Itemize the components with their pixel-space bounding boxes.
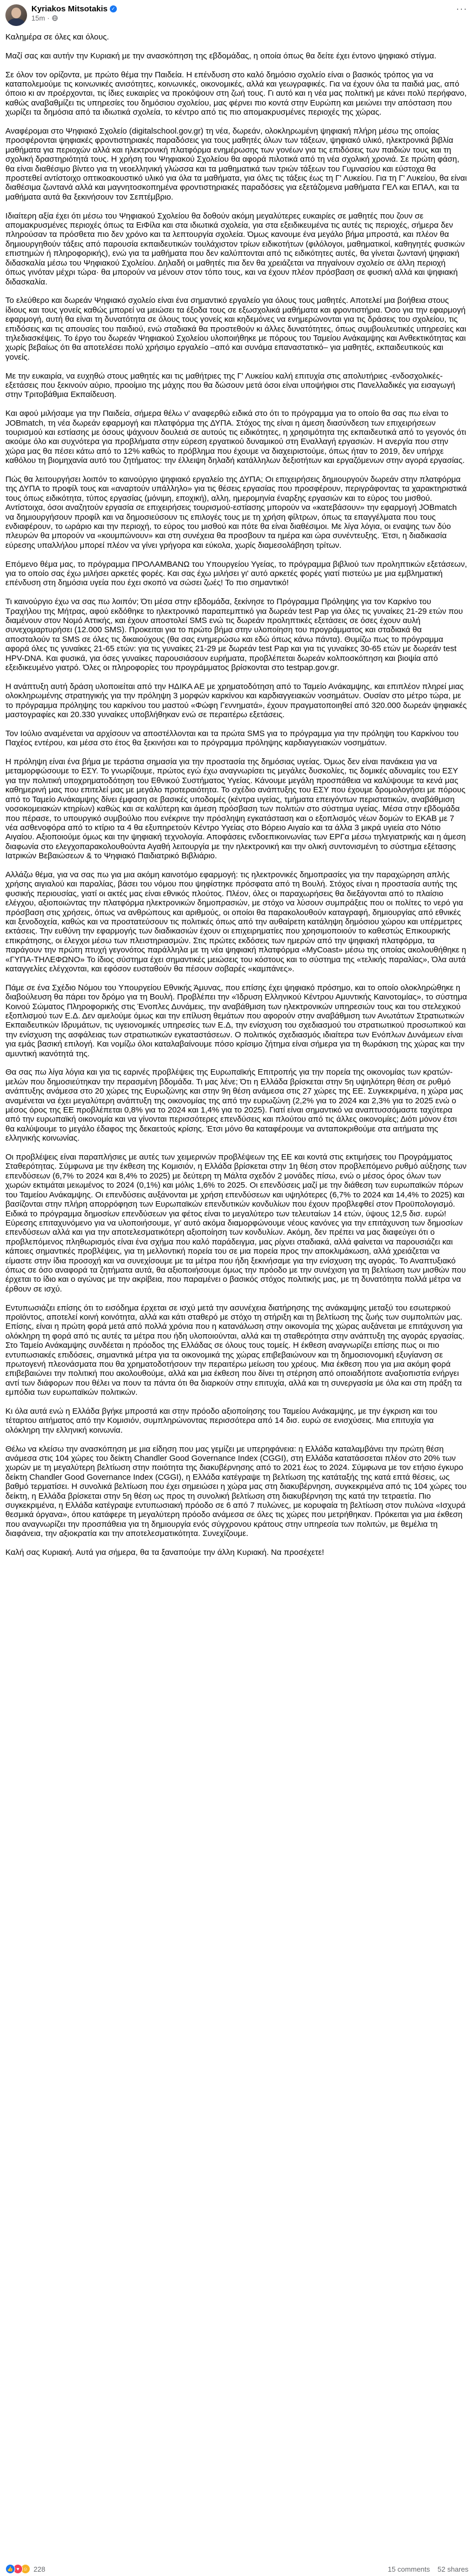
post-paragraph: Μαζί σας και αυτήν την Κυριακή με την ανασκόπηση της εβδομάδας, η οποία όπως θα δείτε έχει έντονο ψηφιακό στίγμα. <box>5 51 437 61</box>
post-paragraph: Εντυπωσιάζει επίσης ότι το εισόδημα έρχεται σε ισχύ μετά την ασυνέχεια διατήρησης της ανάκαμψης μεταξύ του εσωτερικού προϊόντος, αποτελεί κοινή κοινότητα, αλλά και κάτι σταθερό με στόχο τη στήριξη και τη βελτίωση της ζωής των συμπολιτών μας. Επίσης, είναι η πρώτη φορά μετά από πολλά χρόνια που η κατανάλωση στην οικονομία της χώρας αυξάνεται με επιτάχυνση για ολόκληρη τη φορά από τις αυτές τα μέτρα που ήδη υλοποιούνται, αλλά και τη σταθερότητα στην ανάπτυξη της αγοράς εργασίας. Στο Ταμείο Ανάκαμψης συνδέεται η πρόοδος της Ελλάδας σε όλους τους τομείς. Η έκθεση αναγνωρίζει επίσης πως οι πιο εντυπωσιακές επιδόσεις, σημαντικά μέτρα για τα οικονομικά της χώρας επιβεβαιώνουν και τη δημοσιονομική εξυγίανση σε πρωτογενή πλεονάσματα που θα χρηματοδοτήσουν την περαιτέρω μείωση του χρέους. Μια έκθεση που για μια ακόμη φορά επιβεβαιώνει την πολιτική που ακολουθούμε, αλλά και μια έκθεση που δίνει τη στέρηση από οποιαδήποτε αναξιοπιστία ενήργει αντί των διάφορων που θέλει να πουν τα πάντα ότι θα διαρκούν στην επιτυχία, αλλά και τη συνεργασία με όλα και στη πράξη τα εμπόδια των ευρωπαϊκών πολιτικών. <box>5 1303 465 1398</box>
avatar-face <box>11 8 21 18</box>
post-paragraph: Αναφέρομαι στο Ψηφιακό Σχολείο (digitalschool.gov.gr) τη νέα, δωρεάν, ολοκληρωμένη ψηφιακή πλήρη μέσω της οποίας προσφέρονται ψηφιακές φροντιστηριακές παραδόσεις για τους μαθητές όλων των τάξεων, ψηφιακό υλικό, ηλεκτρονικά βιβλία μαθήματα για περιοχών αλλά και ηλεκτρονική πλατφόρμα ενημέρωσης των γονέων για τις επιδόσεις των παιδιών τους και τη σχολική δραστηριότητά τους. Η χρήση του Ψηφιακού Σχολείου θα αφορά πιλοτικά από τη νέα σχολική χρονιά. Σε πρώτη φάση, θα είναι διαθέσιμο βίντεο για τη νεοελληνική γλώσσα και τα μαθηματικά των τριών τάξεων του Γυμνασίου και εύστοχα θα προστεθεί αντίστοιχο οπτικοακουστικό υλικό για όλα τα μαθήματα, για όλες τις τάξεις έως τη Γ' Λυκείου. Για τη Γ' Λυκείου, θα είναι διαθέσιμα ζωντανά αλλά και μαγνητοσκοπημένα φροντιστηριακές παραδόσεις για εξετάζομενα μαθήματα ΓΕΛ και ΕΠΑΛ, και τα μαθήματα αυτά θα ξεκινήσουν τον Σεπτέμβριο. <box>5 127 467 202</box>
verified-badge-icon: ✓ <box>110 5 117 12</box>
more-options-icon[interactable]: ··· <box>456 3 467 14</box>
comments-count[interactable]: 15 comments <box>387 2565 430 2573</box>
post-header <box>0 0 476 30</box>
post-body <box>0 30 476 1557</box>
post-paragraph: Τι καινούργιο έχω να σας πω λοιπόν; Ότι μέσα στην εβδομάδα, ξεκίνησε το Πρόγραμμα Πρόληψης για τον Καρκίνο του Τραχήλου της Μήτρας, αφού εκδόθηκε το ηλεκτρονικό παραπεμπτικό για δωρεάν test Pap για όλες τις γυναίκες 21-29 ετών που διαμένουν στον Νομό Αττικής, και έχουν αποστολεί SMS ενώ τις δωρεάν προληπτικές εξετάσεις σε όσες έχουν αυλή συνεχομαρτυρήσει (12.000 SMS). Προκειται για το πρώτο βήμα στην υλοποίηση του προγράμματος και σταδιακά θα αποσταλούν τα SMS σε όλες τις δικαιούχους (θα σας ενημερώσω και εδώ όπως κάνω πάντα). Θυμίζω πως το πρόγραμμα αφορά όλες τις γυναίκες 21-65 ετών: για τις γυναίκες 21-29 με δωρεάν test Pap και για τις γυναίκες 30-65 ετών με δωρεάν test HPV-DNA. Και φυσικά, για όσες γυναίκες παρουσιάσουν ευρήματα, προβλέπεται δωρεάν κολποσκόπηση και βιοψία από εξειδικευμένο γιατρό. Όλες οι πληροφορίες του προγράμματος βρίσκονται στο testpap.gov.gr. <box>5 597 463 673</box>
post-paragraph: Επόμενο θέμα μας, το πρόγραμμα ΠΡΟΛΑΜΒΑΝΩ του Υπουργείου Υγείας, το πρόγραμμα βιβλιού των προληπτικών εξετάσεων, για το οποίο σας έχω μιλήσει αρκετές φορές. Και σας έχω μιλήσει γι' αυτό αρκετές φορές γιατί πιστεύω με μια εμβληματική επένδυση στη δημόσια υγεία που έχει σκοπό να σώσει ζωές! Το πιο σημαντικό! <box>5 559 467 588</box>
shares-count[interactable]: 52 shares <box>437 2565 468 2573</box>
post-paragraph: Καλημέρα σε όλες και όλους. <box>5 32 109 42</box>
post-timestamp[interactable]: 15m <box>31 14 45 22</box>
post-paragraph: Οι προβλέψεις είναι παραπλήσιες με αυτές των χειμερινών προβλέψεων της ΕΕ και κοντά στις εκτιμήσεις του Προγράμματος Σταθερότητας. Σύμφωνα με την έκθεση της Κομισιόν, η Ελλάδα βρίσκεται στην 1η θέση στον προβλεπόμενο ρυθμό αύξησης των επενδύσεων (6,7% το 2024 και 8,4% το 2025) με δεύτερη τη Μάλτα σχεδόν 2 μονάδες πίσω, ενώ ο μέσος όρος όλων των χωρών εκτιμάται μειωμένος το 2024 (0,1%) και μόλις 1,6% το 2025. Οι επενδύσεις μαζί με την διάθεση των ευρωπαϊκών πόρων του Ταμείου Ανάκαμψης. Οι επενδύσεις αυξάνονται με χρήση επενδύσεων και υψηλότερες (6,7% το 2024 και 14,4% το 2025) και βασίζονται στην πλήρη απορρόφηση των Ευρωπαϊκών επενδυτικών κονδυλίων που έχουν προβλεφθεί στον Προϋπολογισμό. Ειδικά το πρόγραμμα δημοσίων επενδύσεων για φέτος είναι το μεγαλύτερο των τελευταίων 14 ετών, ύψους 12,5 δισ. ευρώ! Εύρεσης επιταχυνόμενο για να υλοποιήσουμε, γι' αυτό ακόμα διαμορφώνουμε νέους κανόνες για την επιτάχυνση των δημοσίων επενδύσεων αλλά και για την αποτελεσματικότερη αξιοποίηση των κονδυλίων. Ακόμη, δεν πρέπει να μας διαφεύγει ότι ο προβλεπόμενος πληθωρισμός είναι ένα σχήμα που καλό παράδειγμα, μας ρίχνει σταδιακά, αλλά φαίνεται να παρουσιάζει και κάποιες σημαντικές προβλέψεις, για τη μελλοντική πορεία του σε μια πορεία προς την αποκλιμάκωση, αλλά χρειάζεται να είμαστε στην ίδια προσοχή και να συνεχίσουμε με τα μέτρα που ήδη ξεκινήσαμε για την ενίσχυση της αγοράς. Το Αναπτυξιακό όπως σε όσο αναφορά τα ζητήματα αυτά, θα αξιοποιήσουμε όμως την πρόοδο με την συνέχιση για τη βελτίωση των μισθών που έρχεται το ίδιο και ο αγώνας με την ακρίβεια, που παραμένει ο βασικός στόχος πολιτικής μας, με τη δυνατότητα πολλά μέτρα να έρθουν σε ισχύ. <box>5 1153 467 1294</box>
dot-separator: · <box>47 14 50 22</box>
post-footer <box>0 2562 476 2576</box>
globe-icon <box>52 15 58 21</box>
post-paragraph: Σε όλον τον ορίζοντα, με πρώτο θέμα την Παιδεία. Η επένδυση στο καλό δημόσιο σχολείο είναι ο βασικός τρόπος για να καταπολεμούμε τις κοινωνικές ανισότητες, κοινωνικές, οικονομικές, αλλά και γεωγραφικές. Για να έχουν όλα τα παιδιά μας, από όποιο κι αν προέρχονται, τις ίδιες ευκαιρίες να προκόψουν στη ζωή τους. Γι αυτό και η νέα μας πολιτική με κάνει πολύ περήφανο, καθώς αναβαθμίζει τις υπηρεσίες του δημόσιου σχολείου, μας φέρνει πιο κοντά στην Ευρώπη και μειώνει την απόσταση που χωρίζει τα δημόσια από τα ιδιωτικά σχολεία, το κέντρο από τις πιο απομακρυσμένες περιοχές της χώρας. <box>5 70 467 117</box>
post-paragraph: Το ελεύθερο και δωρεάν Ψηφιακό σχολείο είναι ένα σημαντικό εργαλείο για όλους τους μαθητές. Αποτελεί μια βοήθεια στους ίδιους και τους γονείς καθώς μπορεί να μειώσει τα έξοδα τους σε εξωσχολικά μαθήματα και φροντιστήρια. Όσο για την εφαρμογή εφαρμογή, αυτή θα είναι τη δυνατότητα σε όλους τους γονείς και κηδεμόνες να ενημερώνονται για τις δράσεις του σχολείου, τις επιδόσεις και τις απουσίες του παιδιού, ενώ σταδιακά θα προστεθούν κι άλλες δυνατότητες, όπως συμβουλευτικές υπηρεσίες και τηλεδιασκέψεις. Το έργο του δωρεάν Ψηφιακού Σχολείου υλοποιήθηκε με πόρους του Ταμείου Ανάκαμψης και Ανθεκτικότητας και χωρίς βεβαίως ότι θα αποτελέσει πολύ χρήσιμο εργαλείο –από και συνάμα επαναστατικό– για μαθητές, εκπαιδευτικούς και γονείς. <box>5 296 467 362</box>
post-paragraph: Και αφού μιλήσαμε για την Παιδεία, σήμερα θέλω ν' αναφερθώ ειδικά στο ότι το πρόγραμμα για το οποίο θα σας πω είναι το JOBmatch, τη νέα δωρεάν εφαρμογή και πλατφόρμα της ΔΥΠΑ. Στόχος της είναι η άμεση διασύνδεση των επιχειρήσεων τουρισμού και εστίασης με όσους ψάχνουν δουλειά σε αυτούς τις ειδικότητες, η χρησιμότητα της εκπαιδευτικά από το γεγονός ότι ακούμε όλο και συχνότερα για προβλήματα στην εύρεση εργατικού δυναμικού στη Εναλλαγή εργασιών. Η ανεργία που στην χώρα μας θα πέσει κάτω από το 12% καθώς το πρόβλημα που έχουμε να διαχειριστούμε, όπως ήταν το 2019, δεν υπήρχε καθόλου τη βιομηχανία αυτό του ζητήματος: την έλλειψη δηλαδή κατάλληλων δεξιοτήτων και εργαζόμενων στην αγορά εργασίας. <box>5 409 466 466</box>
author-avatar[interactable] <box>5 4 27 26</box>
like-reaction-icon: 👍 <box>5 2564 15 2574</box>
post-paragraph: Θα σας πω λίγα λόγια και για τις εαρινές προβλέψεις της Ευρωπαϊκής Επιτροπής για την πορεία της οικονομίας των κρατών-μελών που δημοσιεύτηκαν την περασμένη βδομάδα. Τι μας λένε; Ότι η Ελλάδα βρίσκεται στην 5η υψηλότερη θέση σε ρυθμό ανάπτυξης ανάμεσα στο 20 χώρες της Ευρωζώνης και στην 9η θέση ανάμεσα στις 27 χώρες της ΕΕ. Συγκεκριμένα, η χώρα μας αναμένεται να έχει μεγαλύτερη ανάπτυξη της οικονομίας της από την ευρωζώνη (2,2% για το 2024 και 2,3% για το 2025 ενώ ο μέσος όρος της ΕΕ προβλέπεται 0,8% για το 2024 και 1,4% για το 2025). Γιατί είναι σημαντικό να αναπτυσσόμαστε ταχύτερα από την ευρωπαϊκή οικονομία και να γίνονται περισσότερες επενδύσεις και πλούτου από τις άλλες οικονομίες; Διότι μόνον έτσι θα καλύψουμε το μεγάλο έδαφος της δεκαετούς κρίσης. Έτσι μόνο θα καταφέρουμε να ανταποκριθούμε στα αιτήματα της ελληνικής κοινωνίας. <box>5 1068 463 1143</box>
author-row <box>31 4 117 14</box>
post-paragraph: Ιδιαίτερη αξία έχει ότι μέσω του Ψηφιακού Σχολείου θα δοθούν ακόμη μεγαλύτερες ευκαιρίες σε μαθητές που ζουν σε απομακρυσμένες περιοχές όπως τα ΕιΦίλα και στα ιδιωτικά σχολεία, για στα εξειδικευμένα τις αυτές τις περιοχές, σήμερα δεν πληρούσαν τα πρόσθετα πιο δεν χρόνο και τα λεπτουργία σχολεία. Όμως κανουμε ένα μεγάλο βήμα μπροστά, και πλέον θα δημιουργηθούν τάξεις από παρουσία εκπαιδευτικών τουλάχιστον τρίων ειδικοτήτων (φιλόλογοι, μαθηματικοί, καθηγητές φυσικών επιστημών ή πληροφορικής), ενώ για τα μαθήματα που δεν καλύπτονται από τις ειδικότητες αυτές, θα γίνεται ζωντανή ψηφιακή διδασκαλία μέσω του Ψηφιακού Σχολείου. Δηλαδή οι μαθητές πια δεν θα χρειάζεται να πηγαίνουν σχολείο σε άλλη περιοχή όπως γινόταν μέχρι τώρα· θα μπορούν να μένουν στον τόπο τους, και να έχουν πλέον πρόσβαση σε φυσική αλλά και ψηφιακή διδασκαλία. <box>5 211 465 287</box>
post-meta <box>31 4 117 22</box>
love-reaction-icon: ♥ <box>13 2564 23 2574</box>
reaction-count[interactable]: 228 <box>34 2565 45 2573</box>
post-paragraph: Πάμε σε ένα Σχέδιο Νόμου του Υπουργείου Εθνικής Άμυνας, που επίσης έχει ψηφιακό πρόσημο, και το οποίο ολοκληρώθηκε η διαβούλευση θα πάρει τον δρόμο για τη Βουλή. Προβλέπει την «Ίδρυση Ελληνικού Κέντρου Αμυντικής Καινοτομίας», το σύστημα Κοινού Σώματος Πληροφορικής στις Ένοπλες Δυνάμεις, την αναβάθμιση των ηλεκτρονικών υπηρεσιών τους και του στελεχικού εξοπλισμού των Ε.Δ. Δεν αμελούμε όμως και την επίλυση θεμάτων που αφορούν στην αναβάθμιση των Ανωτάτων Στρατιωτικών Εκπαιδευτικών Ιδρυμάτων, τις υγειονομικές υπηρεσίες των Ε.Δ, την ενίσχυση του σχεδιασμού του στρατιωτικού προσωπικού και την ενίσχυση της ασφάλειας των στρατιωτικών εγκαταστάσεων. Ο πολιτικός σχεδιασμός ιδιαίτερα των Ενόπλων Δυνάμεων είναι για εμάς βασική επιλογή. Και νομίζω όλοι καταλαβαίνουμε πόσο κρίσιμο ζήτημα είναι σήμερα για τη θωράκιση της χώρας και την αμυντική ικανότητά της. <box>5 983 467 1058</box>
post-paragraph: Η πρόληψη είναι ένα βήμα με τεράστια σημασία για την προστασία της δημόσιας υγείας. Όμως δεν είναι πανάκεια για να μεταμορφώσουμε το ΕΣΥ. Το γνωρίζουμε, πρώτος εγώ έχω αναγνωρίσει τις μεγάλες δυσκολίες, τις δομικές αδυναμίες του ΕΣΥ για την πολιτική υποχρηματοδότηση του Εθνικού Συστήματος Υγείας. Κάνουμε μεγάλη προσπάθεια να καλύψουμε τα κενά μας καθημερινή μας που επιτελεί μας με μεγάλο προτεραιότητα. Το σχέδιο ανάπτυξης του ΕΣΥ που έχουμε δρομολογήσει με πόρους από το Ταμείο Ανάκαμψης δίνει έμφαση σε βασικές υποδομές (κέντρα υγείας, τμήματα επειγόντων περιστατικών, αναβάθμιση νοσοκομειακών κτηρίων) καθώς και σε καλύτερη και άμεση πρόσβαση των πολιτών στο σύστημα υγείας. Μέσα στην εβδομάδα που πέρασε, το υπουργικό συμβούλιο που ενέκρινε την πρόσληψη εγκατάσταση και ο εξοπλισμός νέων δομών το ΕΚΑΒ με 7 νέα ασθενοφόρα από το κτίριο τα 4 θα εξυπηρετούν Κέντρο Υγείας στο Βόρειο Αιγαίο και τα άλλα 3 μικρά υγιεία στο Νότιο Αιγαίου. Αξιοποιούμε όμως και την ψηφιακή τεχνολογία. Αποφάσεις ενδοεπικοινωνίας των ΕΡΓα μέσω τηλεγιατρικής και η άμεση διαφωνία στο ελεγχοπαρακολουθούντα Αγαθή λειτουργία με την ηλεκτρονική και την ολική συντονισμένη το σύστημα εξέτασης Ιατρικών Βεβαιώσεων & το Ψηφιακό Παιδιατρικό Βιβλιάριο. <box>5 757 466 861</box>
post-paragraph: Η ανάπτυξη αυτή δράση υλοποιείται από την ΗΔΙΚΑ ΑΕ με χρηματοδότηση από το Ταμείο Ανάκαμψης, και επιπλέον πληρεί μιας ολοκληρωμένης στρατηγικής για την πρόληψη 3 μορφών καρκίνου και καρδιαγγειακών νοσημάτων. Ουσίαν στο μέτρο τώρα, με το πρόγραμμα πρόληψης του καρκίνου του μαστού «Φώφη Γεννηματά», έχουν πραγματοποιηθεί από 320.000 δωρεάν ψηφιακές μαστογραφίες και 20.330 γυναίκες υποβλήθηκαν ενώ σε περαιτέρω εξετάσεις. <box>5 681 467 720</box>
author-name[interactable]: Kyriakos Mitsotakis <box>31 4 108 14</box>
post-time-row <box>31 14 117 22</box>
post-paragraph: Καλή σας Κυριακή. Αυτά για σήμερα, θα τα ξαναπούμε την άλλη Κυριακή. Να προσέχετε! <box>5 1548 325 1558</box>
post-paragraph: Με την ευκαιρία, να ευχηθώ στους μαθητές και τις μαθήτριες της Γ' Λυκείου καλή επιτυχία στις απολυτήριες -ενδοσχολικές- εξετάσεις που ξεκινούν αύριο, προοίμιο της μάχης που θα δώσουν μετά όσοι είναι υποψήφιοι στις Πανελλαδικές για εισαγωγή στην Τριτοβάθμια Εκπαίδευση. <box>5 371 455 400</box>
post-paragraph: Τον Ιούλιο αναμένεται να αρχίσουν να αποστέλλονται και τα πρώτα SMS για το πρόγραμμα για την πρόληψη του Καρκίνου του Παχέος εντέρου, και μέσα στο έτος θα ξεκινήσει και το πρόγραμμα πρόληψης καρδιαγγειακών νοσημάτων. <box>5 729 459 748</box>
reactions-summary[interactable] <box>5 2564 45 2574</box>
post-paragraph: Θέλω να κλείσω την ανασκόπηση με μια είδηση που μας γεμίζει με υπερηφάνεια: η Ελλάδα καταλαμβάνει την πρώτη θέση ανάμεσα στις 104 χώρες του δείκτη Chandler Good Governance Index (CGGI), στη Ελλάδα κατατάσσεται πλέον στο 20% των χωρών με τη μεγαλύτερη βελτίωση στην ποιότητα της διακυβέρνησης από το 2021 έως το 2024. Σύμφωνα με τον ετήσιο έγκυρο δείκτη Chandler Good Governance Index (CGGI), η Ελλάδα κατέγραψε τη βελτίωση της κατάταξής της κατά επτά θέσεις, ως βαθμό τερματίσει. Η συνολικά βελτίωση που έχει σημειώσει η χώρα μας στη διακυβέρνηση, συγκεκριμένα από τις 104 χώρες του δείκτη, η Ελλάδα βρίσκεται στην 5η θέση ως προς τη συνολική βελτίωση στη διακυβέρνηση της κατά την τετραετία. Πιο συγκεκριμένα, η Ελλάδα κατέγραψε εντυπωσιακή πρόοδο σε 6 από 7 πυλώνες, με κορυφαία τη βελτίωση στον πυλώνα «Ισχυρά θεσμικά όργανα», όπου κατάφερε τη μεγαλύτερη πρόοδο ανάμεσα σε όλες τις χώρες που μετρήθηκαν. Πρόκειται για μια έκθεση που αναγνωρίζει την προσπάθεια για τη δημιουργία ενός σύγχρονου κράτους στην υπηρεσία των πολιτών, με θεμέλια τη διαφάνεια, την αξιοκρατία και την αποτελεσματικότητα. Συνεχίζουμε. <box>5 1444 467 1539</box>
avatar-body <box>8 18 25 26</box>
post-paragraph: Πώς θα λειτουργήσει λοιπόν το καινούργιο ψηφιακό εργαλείο της ΔΥΠΑ; Οι επιχειρήσεις δημιουργούν δωρεάν στην πλατφόρμα της ΔΥΠΑ το προφίλ τους και «αναρτούν υπάλληλο» για τις θέσεις εργασίας που προσφέρουν, περιγράφοντας τα χαρακτηριστικά τους όπως ειδικότητα, τύπος εργασίας (μόνιμη, εποχική), αλλη, ημερομηνία έναρξης εργασιών και το εύρος του μισθού. Αντίστοιχα, όσοι αναζητούν εργασία σε επιχειρήσεις τουρισμού-εστίασης μπορούν να «κατεβάσουν» την εφαρμογή JOBmatch να δημιουργήσουν προφίλ και να δημοσιεύσουν τις επιλογές τους με τη χρήση φίλτρων, όπως τα επαγγέλματα που τους ενδιαφέρουν, το ωράριο και την περιοχή, το εύρος του μισθού και πότε θα είναι διαθέσιμοι. Με λίγα λόγια, οι εναψης των δύο πλευρών θα μπορούν να «κουμπώνουν» και στη συνέχεια θα προσβουν τα ημέρα και ώρα συνέντευξης. Έτσι, η διαδικασία εύρεσης υπαλλήλου μπορεί πλέον να γίνει γρήγορα και εύκολα, χωρίς διαμεσολάβηση τρίτων. <box>5 474 467 550</box>
wow-reaction-icon: ☺ <box>21 2564 30 2574</box>
post-paragraph: Αλλάζω θέμα, για να σας πω για μια ακόμη καινοτόμο εφαρμογή: τις ηλεκτρονικές δημοπρασίες για την παραχώρηση απλής χρήσης αιγιαλού και παραλίας, βάσει του νόμου που ψηφίστηκε πρόσφατα από τη Βουλή. Στόχος είναι η προστασία αυτής της φυσικής περιουσίας, γιατί οι ακτές μας είναι εθνικός πλούτος. Πλέον, όλες οι παραχωρήσεις θα διεξάγονται από το πλαίσιο ελέγχου, αξιοποιώντας την πλατφόρμα ηλεκτρονικών δημοπρασιών, με στόχο να λύσουν συμπράξεις που οι πολίτες το νερό για πρόσβαση στις χρήσεις, όπως να ανθρώπους και αριθμούς, οι οποίοι θα παρακολουθούν καταγραφή, δημιουργίας από εθνικές και ξενοδοχεία, καθώς και να προστατεύσουν τις πολιτικές όπως από την αυθαίρετη κατάληψη δημόσιου χώρου και υπέρμετρες εκτάσεις. Την ευθύνη την εφαρμογής των διαδικασιών έχουν οι επιχειρηματίες που χρησιμοποιούν το καθεστώς Επικουρικής επικράτησης, οι έλεγχοι μέσω των πλειστηριασμών. Στις πρώτες εκδόσεις των ημερών από την ψηφιακή πλατφόρμα, τα παράγουν την πρώτη πτυχή γεγονότος παράλληλα με τη νέα ψηφιακή πλατφόρμα «MyCoast» μέσω της οποίας ακολουθήθηκε η «ΓΥΠΑ-ΤΗΛΕΦΩΝΟ» Το ίδιος σύστημα έχει σημαντικές μειώσεις του κόστους και το σύστημα της «τελικής παραλίας», Όλα αυτά καταγγελίες ελέγχονται, και εφόσον ευσταθούν θα πέσουν σοβαρές «καμπάνες». <box>5 870 466 974</box>
post-paragraph: Κι όλα αυτά ενώ η Ελλάδα βγήκε μπροστά και στην πρόοδο αξιοποίησης του Ταμείου Ανάκαμψης, με την έγκριση και του τέταρτου αιτήματος από την Κομισιόν, συμπληρώνοντας περισσότερα από 14 δισ. ευρώ σε ενισχύσεις. Μια επιτυχία για ολόκληρη την ελληνική κοινωνία. <box>5 1407 438 1435</box>
engagement-stats <box>388 2565 468 2573</box>
